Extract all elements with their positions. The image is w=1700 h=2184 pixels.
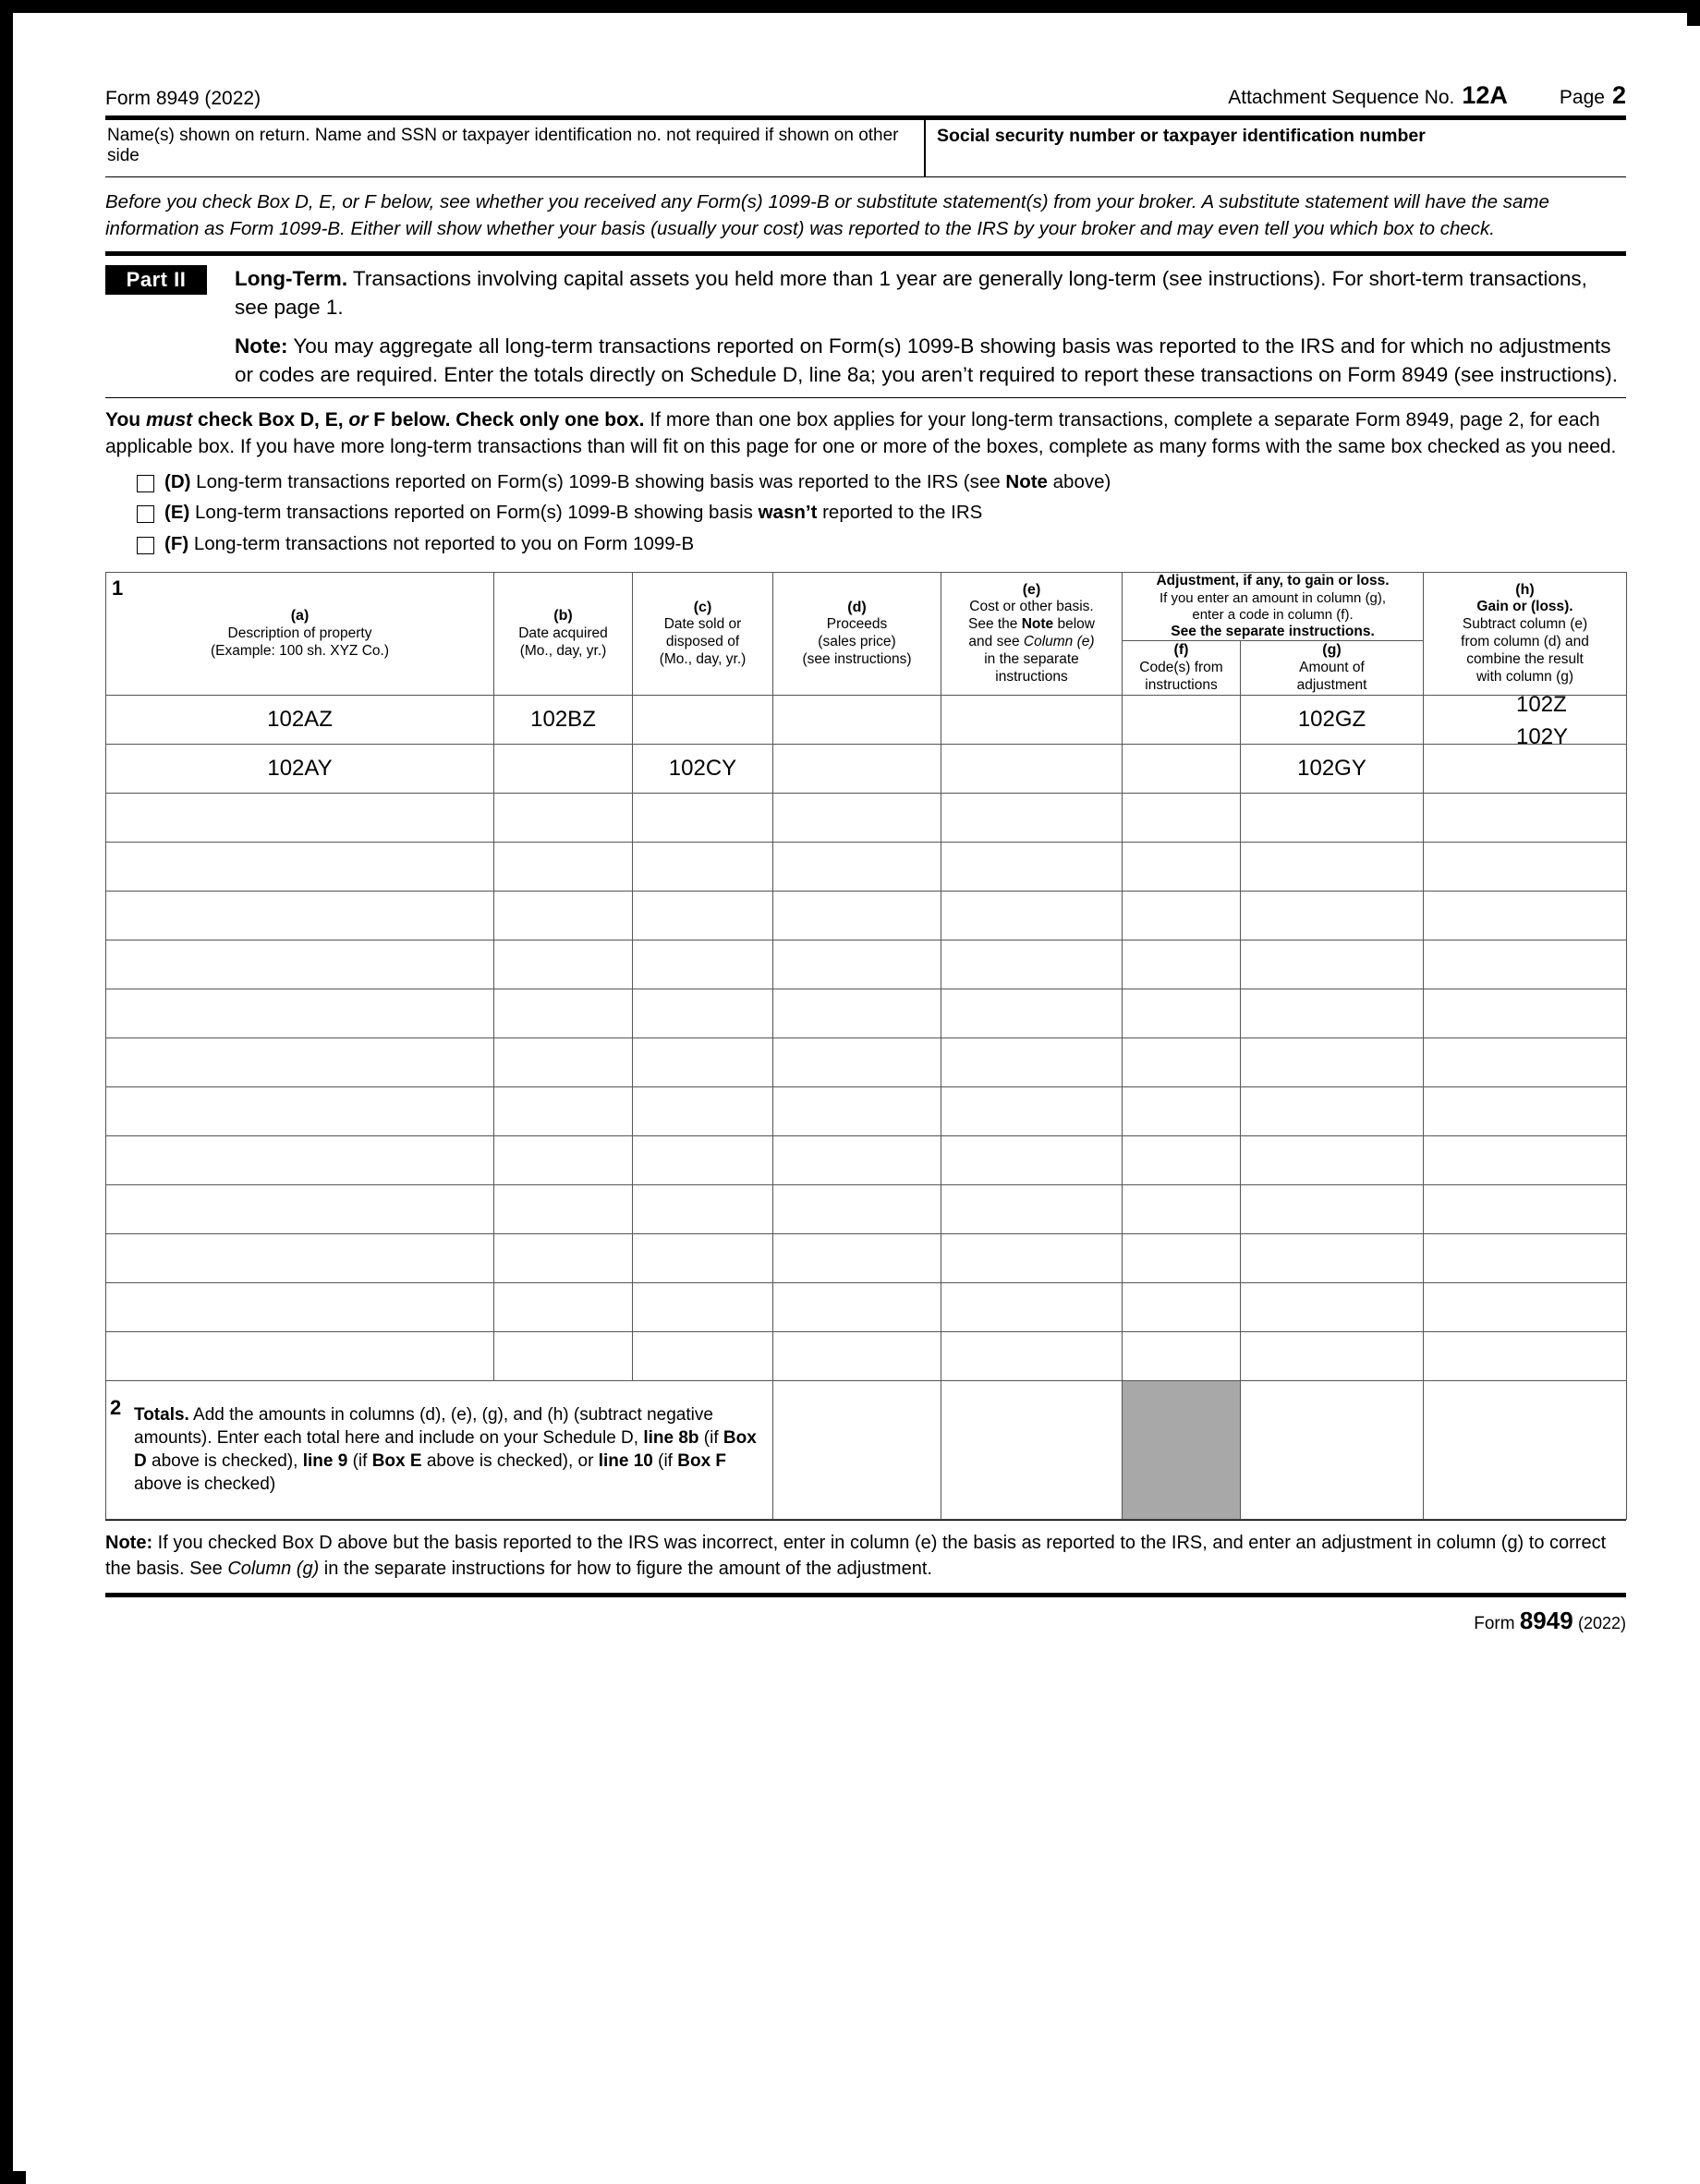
cell-b[interactable] <box>494 744 633 793</box>
cell-h[interactable] <box>1424 1184 1627 1233</box>
cell-c[interactable] <box>633 1282 773 1331</box>
cell-e[interactable] <box>941 1135 1123 1184</box>
cell-b[interactable] <box>494 1086 633 1135</box>
col-c-line3: (Mo., day, yr.) <box>659 651 747 668</box>
part-ii-body <box>235 265 1626 391</box>
adjustment-line2: If you enter an amount in column (g), <box>1159 589 1387 606</box>
checkbox-f[interactable] <box>137 537 154 554</box>
cell-h[interactable] <box>1424 842 1627 891</box>
form-content <box>105 81 1626 1635</box>
cell-a[interactable] <box>106 1282 494 1331</box>
cell-b[interactable] <box>494 1184 633 1233</box>
form-header-label: Form 8949 (2022) <box>105 88 261 109</box>
cell-e[interactable] <box>941 695 1123 744</box>
table-row[interactable] <box>106 1184 1627 1233</box>
must-check-b3: F below. Check only one box. <box>368 408 645 431</box>
cell-b[interactable]: 102BZ <box>494 695 633 744</box>
totals-text3: above is checked), <box>146 1451 303 1472</box>
checkbox-e-text <box>164 503 982 524</box>
cell-a[interactable] <box>106 940 494 989</box>
col-b-label: (b) <box>553 608 573 625</box>
col-e-line4: in the separate <box>984 651 1079 668</box>
cell-e[interactable] <box>941 1037 1123 1086</box>
cell-d[interactable] <box>773 842 941 891</box>
col-d-line1: Proceeds <box>826 616 888 633</box>
part-ii-title-rest: Transactions involving capital assets you held more than 1 year are generally long-term (see instructions). For short-term transactions, see page 1. <box>235 267 1587 319</box>
cell-h[interactable] <box>1424 1331 1627 1380</box>
cell-b[interactable] <box>494 1037 633 1086</box>
cell-f[interactable] <box>1123 793 1241 842</box>
form-footer <box>105 1593 1626 1635</box>
table-row[interactable] <box>106 842 1627 891</box>
totals-text5: above is checked), or <box>421 1451 599 1472</box>
totals-cell-g[interactable] <box>1241 1380 1424 1519</box>
cell-g[interactable] <box>1241 1184 1424 1233</box>
cell-f[interactable] <box>1123 1331 1241 1380</box>
must-check-rest: If more than one box applies for your long-term transactions, complete a separate Form 8949, page 2, for each applicable box. If you have more long-term transactions than will fit on this page for one or more of the boxes, complete as many forms with the same box checked as you need. <box>105 408 1617 457</box>
cell-f[interactable] <box>1123 989 1241 1037</box>
checkbox-e-letter: (E) <box>164 502 190 524</box>
cell-h[interactable] <box>1424 1086 1627 1135</box>
cell-c[interactable] <box>633 1135 773 1184</box>
col-h-label: (h) <box>1515 581 1535 598</box>
cell-h[interactable] <box>1424 1233 1627 1282</box>
totals-cell-d[interactable] <box>773 1380 941 1519</box>
cell-d[interactable] <box>773 891 941 940</box>
cell-h[interactable] <box>1424 1282 1627 1331</box>
table-row[interactable] <box>106 695 1627 744</box>
form-sheet <box>26 26 1700 2184</box>
checkbox-d-bold: Note <box>1005 470 1048 492</box>
col-e-line1: Cost or other basis. <box>969 599 1094 615</box>
col-header-d <box>773 573 941 696</box>
cell-e[interactable] <box>941 793 1123 842</box>
totals-text7: above is checked) <box>134 1474 276 1495</box>
cell-d[interactable] <box>773 1233 941 1282</box>
cell-c[interactable] <box>633 1184 773 1233</box>
cell-e[interactable] <box>941 842 1123 891</box>
cell-c[interactable] <box>633 1233 773 1282</box>
cell-h[interactable] <box>1424 793 1627 842</box>
cell-f[interactable] <box>1123 940 1241 989</box>
cell-f[interactable] <box>1123 891 1241 940</box>
attachment-sequence <box>1228 81 1508 110</box>
bottom-note-italic: Column (g) <box>227 1558 320 1579</box>
cell-h-overflow: 102Z <box>1516 691 1567 717</box>
cell-c[interactable] <box>633 891 773 940</box>
checkbox-d-after: above) <box>1047 470 1111 492</box>
cell-d[interactable] <box>773 940 941 989</box>
table-header-row-1 <box>106 573 1627 641</box>
cell-g[interactable] <box>1241 891 1424 940</box>
table-row[interactable] <box>106 1331 1627 1380</box>
cell-e[interactable] <box>941 940 1123 989</box>
totals-text1: Add the amounts in columns (d), (e), (g), and (h) (subtract negative amounts). Enter each total here and include on your Schedule D, <box>134 1405 713 1449</box>
adjustment-line1: Adjustment, if any, to gain or loss. <box>1156 573 1390 589</box>
cell-g[interactable] <box>1241 1135 1424 1184</box>
cell-h[interactable] <box>1424 723 1627 793</box>
cell-e[interactable] <box>941 891 1123 940</box>
checkbox-f-before: Long-term transactions not reported to you on Form 1099-B <box>188 532 695 554</box>
cell-e[interactable] <box>941 1184 1123 1233</box>
cell-g[interactable]: 102GY <box>1241 744 1424 793</box>
cell-e[interactable] <box>941 1282 1123 1331</box>
cell-a[interactable] <box>106 1086 494 1135</box>
cell-a[interactable] <box>106 1184 494 1233</box>
cell-f[interactable] <box>1123 1282 1241 1331</box>
col-h-line2: Subtract column (e) <box>1462 616 1588 633</box>
checkbox-e[interactable] <box>137 505 154 523</box>
totals-text2: (if <box>698 1428 723 1449</box>
table-row[interactable] <box>106 940 1627 989</box>
checkbox-e-bold: wasn’t <box>758 502 818 524</box>
cell-g[interactable] <box>1241 940 1424 989</box>
cell-a[interactable]: 102AZ <box>106 695 494 744</box>
col-d-label: (d) <box>847 599 867 615</box>
col-g-label: (g) <box>1322 642 1342 659</box>
must-check-italic-or: or <box>348 408 369 431</box>
cell-g[interactable] <box>1241 1037 1424 1086</box>
cell-a[interactable] <box>106 1331 494 1380</box>
table-row[interactable] <box>106 744 1627 793</box>
cell-d[interactable] <box>773 1184 941 1233</box>
checkbox-d[interactable] <box>137 475 154 492</box>
col-e-line2: See the Note below <box>967 616 1095 633</box>
col-d-line2: (sales price) <box>818 634 896 650</box>
cell-b[interactable] <box>494 891 633 940</box>
totals-line10: line 10 <box>598 1451 653 1472</box>
col-header-f <box>1123 641 1241 695</box>
cell-f[interactable] <box>1123 842 1241 891</box>
cell-h[interactable] <box>1424 940 1627 989</box>
must-check-b1: You <box>105 408 146 431</box>
col-a-line2: (Example: 100 sh. XYZ Co.) <box>211 642 389 659</box>
cell-g[interactable]: 102GZ <box>1241 695 1424 744</box>
cell-c[interactable] <box>633 695 773 744</box>
col-header-b <box>494 573 633 696</box>
part-ii-section <box>105 251 1626 396</box>
cell-g[interactable] <box>1241 793 1424 842</box>
page-number <box>1560 81 1626 110</box>
cell-a[interactable] <box>106 1135 494 1184</box>
cell-d[interactable] <box>773 989 941 1037</box>
footer-form-word: Form <box>1474 1613 1515 1633</box>
cell-a[interactable] <box>106 842 494 891</box>
table-row[interactable] <box>106 989 1627 1037</box>
totals-text6: (if <box>652 1451 678 1472</box>
must-check-paragraph <box>105 397 1626 468</box>
totals-cell-e[interactable] <box>941 1380 1123 1519</box>
checkbox-e-before: Long-term transactions reported on Form(s) 1099-B showing basis <box>189 502 759 524</box>
cell-a[interactable] <box>106 989 494 1037</box>
box-selection-list <box>105 468 1626 573</box>
cell-e[interactable] <box>941 1086 1123 1135</box>
checkbox-row-e[interactable] <box>137 503 1626 524</box>
col-e-line5: instructions <box>995 669 1068 686</box>
cell-a[interactable] <box>106 1233 494 1282</box>
totals-instruction-text <box>106 1403 772 1496</box>
col-h-line1: Gain or (loss). <box>1476 599 1573 615</box>
cell-b[interactable] <box>494 1233 633 1282</box>
col-e-line3: and see Column (e) <box>968 634 1095 650</box>
col-h-line4: combine the result <box>1466 651 1584 668</box>
col-header-a <box>106 573 494 696</box>
checkbox-row-d[interactable] <box>137 472 1626 493</box>
bottom-note-label: Note: <box>105 1532 153 1553</box>
cell-c[interactable]: 102CY <box>633 744 773 793</box>
cell-f[interactable] <box>1123 1233 1241 1282</box>
ssn-field[interactable] <box>926 120 1626 176</box>
adjustment-line3: enter a code in column (f). <box>1192 606 1354 623</box>
cell-a[interactable] <box>106 793 494 842</box>
attachment-sequence-label: Attachment Sequence No. <box>1228 87 1455 108</box>
attachment-sequence-value: 12A <box>1462 81 1508 109</box>
table-row[interactable] <box>106 1037 1627 1086</box>
cell-b[interactable] <box>494 940 633 989</box>
cell-h[interactable] <box>1424 891 1627 940</box>
cell-h-overflow: 102Y <box>1516 723 1569 749</box>
cell-c[interactable] <box>633 1331 773 1380</box>
cell-f[interactable] <box>1123 744 1241 793</box>
col-header-g <box>1241 641 1424 695</box>
form-header-row <box>105 81 1626 115</box>
cell-h[interactable] <box>1424 1135 1627 1184</box>
col-f-line2: instructions <box>1145 676 1218 693</box>
page-number-value: 2 <box>1611 81 1626 109</box>
adjustment-group-header <box>1123 573 1424 641</box>
bottom-note <box>105 1520 1626 1593</box>
cell-c[interactable] <box>633 793 773 842</box>
cell-a[interactable] <box>106 891 494 940</box>
table-row[interactable] <box>106 1282 1627 1331</box>
col-a-line1: Description of property <box>227 625 372 641</box>
totals-cell-h[interactable] <box>1424 1380 1627 1519</box>
col-h-line3: from column (d) and <box>1461 634 1589 650</box>
name-ssn-row <box>105 120 1626 177</box>
checkbox-row-f[interactable] <box>137 534 1626 555</box>
cell-d[interactable] <box>773 793 941 842</box>
cell-g[interactable] <box>1241 1331 1424 1380</box>
ssn-field-label: Social security number or taxpayer identification number <box>937 126 1426 146</box>
col-g-line2: adjustment <box>1296 676 1367 693</box>
part-ii-note-line <box>235 333 1626 389</box>
cell-e[interactable] <box>941 1233 1123 1282</box>
must-check-italic-must: must <box>145 408 193 431</box>
table-row[interactable] <box>106 891 1627 940</box>
col-header-c <box>633 573 773 696</box>
cell-c[interactable] <box>633 1037 773 1086</box>
table-row[interactable] <box>106 1135 1627 1184</box>
name-field[interactable] <box>105 120 926 176</box>
part-ii-tag: Part II <box>105 265 207 295</box>
cell-b[interactable] <box>494 842 633 891</box>
totals-cell-f-shaded <box>1123 1380 1241 1519</box>
cell-h[interactable] <box>1424 1037 1627 1086</box>
checkbox-e-after: reported to the IRS <box>817 502 983 524</box>
cell-f[interactable] <box>1123 1135 1241 1184</box>
checkbox-f-text <box>164 534 694 555</box>
adjustment-line4: See the separate instructions. <box>1171 623 1375 639</box>
col-header-e <box>941 573 1123 696</box>
col-f-line1: Code(s) from <box>1139 659 1223 675</box>
footer-form-number: 8949 <box>1519 1606 1573 1634</box>
cell-h[interactable] <box>1424 989 1627 1037</box>
part-ii-title-line <box>235 265 1626 322</box>
totals-row <box>106 1380 1627 1519</box>
cell-g[interactable] <box>1241 989 1424 1037</box>
cell-d[interactable] <box>773 1135 941 1184</box>
part-ii-note-text: You may aggregate all long-term transactions reported on Form(s) 1099-B showing basis was reported to the IRS and for which no adjustments or codes are required. Enter the totals directly on Schedule D, line 8a; you aren’t required to report these transactions on Form 8949 (see instructions). <box>235 334 1619 386</box>
cell-g[interactable] <box>1241 1282 1424 1331</box>
bottom-note-text2: in the separate instructions for how to figure the amount of the adjustment. <box>319 1558 932 1579</box>
totals-instruction-cell <box>106 1380 773 1519</box>
cell-g[interactable] <box>1241 842 1424 891</box>
cell-d[interactable] <box>773 1331 941 1380</box>
cell-f[interactable] <box>1123 1037 1241 1086</box>
cell-d[interactable] <box>773 744 941 793</box>
cell-a[interactable] <box>106 1037 494 1086</box>
totals-text4: (if <box>347 1451 372 1472</box>
cell-f[interactable] <box>1123 1184 1241 1233</box>
table-row[interactable] <box>106 793 1627 842</box>
cell-g[interactable] <box>1241 1086 1424 1135</box>
cell-d[interactable] <box>773 1086 941 1135</box>
form-header-right <box>1228 81 1626 110</box>
totals-boxe: Box E <box>371 1451 422 1472</box>
cell-f[interactable] <box>1123 1086 1241 1135</box>
part-ii-title: Long-Term. <box>235 267 348 291</box>
intro-paragraph: Before you check Box D, E, or F below, see whether you received any Form(s) 1099-B or substitute statement(s) from your broker. A substitute statement will have the same information as Form 1099-B. Either will show whether your basis (usually your cost) was reported to the IRS by your broker and may even tell you which box to check. <box>105 191 1549 240</box>
cell-c[interactable] <box>633 842 773 891</box>
cell-d[interactable] <box>773 1037 941 1086</box>
checkbox-d-letter: (D) <box>164 470 191 492</box>
row-number-1: 1 <box>112 576 124 601</box>
must-check-b2: check Box D, E, <box>192 408 349 431</box>
cell-g[interactable] <box>1241 1233 1424 1282</box>
transactions-table <box>105 572 1627 1520</box>
cell-b[interactable] <box>494 1282 633 1331</box>
col-b-line1: Date acquired <box>518 625 608 641</box>
col-c-line2: disposed of <box>665 634 740 650</box>
col-c-line1: Date sold or <box>663 616 742 633</box>
bottom-note-text1: If you checked Box D above but the basis reported to the IRS was incorrect, enter in column (e) the basis as reported to the IRS, and enter an adjustment in column (g) to correct the basis. See <box>105 1532 1607 1579</box>
cell-b[interactable] <box>494 1135 633 1184</box>
checkbox-f-letter: (F) <box>164 532 189 554</box>
totals-line9: line 9 <box>302 1451 348 1472</box>
totals-label: Totals. <box>134 1405 189 1426</box>
cell-e[interactable] <box>941 989 1123 1037</box>
cell-b[interactable] <box>494 793 633 842</box>
cell-d[interactable] <box>773 695 941 744</box>
col-a-label: (a) <box>290 608 310 625</box>
col-c-label: (c) <box>693 599 712 615</box>
table-row[interactable] <box>106 1233 1627 1282</box>
totals-boxd: Box D <box>134 1428 757 1472</box>
totals-line8b: line 8b <box>643 1428 699 1449</box>
cell-c[interactable] <box>633 989 773 1037</box>
cell-c[interactable] <box>633 1086 773 1135</box>
checkbox-d-before: Long-term transactions reported on Form(s) 1099-B showing basis was reported to the IRS (see <box>190 470 1006 492</box>
cell-b[interactable] <box>494 1331 633 1380</box>
col-g-line1: Amount of <box>1299 659 1365 675</box>
checkbox-d-text <box>164 472 1111 493</box>
cell-b[interactable] <box>494 989 633 1037</box>
col-b-line2: (Mo., day, yr.) <box>519 642 607 659</box>
col-e-label: (e) <box>1022 581 1041 598</box>
col-f-label: (f) <box>1173 642 1189 659</box>
col-header-h <box>1424 573 1627 696</box>
col-d-line3: (see instructions) <box>802 651 912 668</box>
cell-a[interactable]: 102AY <box>106 744 494 793</box>
name-field-label: Name(s) shown on return. Name and SSN or taxpayer identification no. not required if shown on other side <box>107 126 899 165</box>
part-ii-note-label: Note: <box>235 334 288 358</box>
totals-boxf: Box F <box>677 1451 727 1472</box>
page-number-label: Page <box>1559 87 1605 108</box>
col-h-line5: with column (g) <box>1475 669 1574 686</box>
cell-e[interactable] <box>941 1331 1123 1380</box>
totals-row-number: 2 <box>110 1395 122 1419</box>
cell-c[interactable] <box>633 940 773 989</box>
cell-e[interactable] <box>941 744 1123 793</box>
table-row[interactable] <box>106 1086 1627 1135</box>
cell-d[interactable] <box>773 1282 941 1331</box>
cell-f[interactable] <box>1123 695 1241 744</box>
footer-year: (2022) <box>1577 1613 1626 1632</box>
